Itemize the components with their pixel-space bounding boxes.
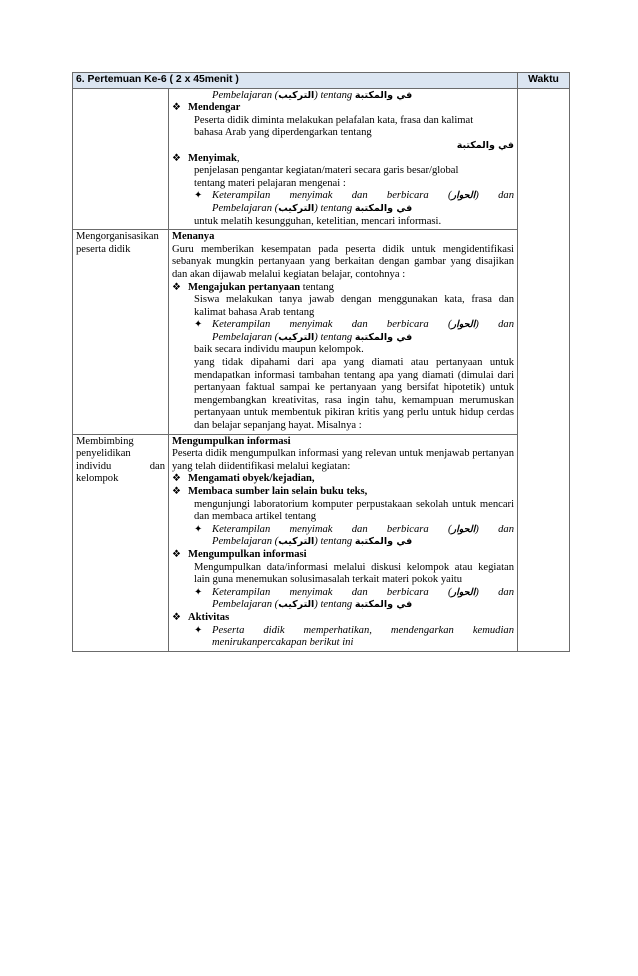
left-cell-empty	[73, 88, 169, 230]
star-bullet-icon: ✦	[194, 190, 203, 202]
left-label-guide: Membimbing penyelidikan individu dan kelompok	[73, 434, 169, 651]
mp-paragraph: Siswa melakukan tanya jawab dengan menggunakan kata, frasa dan kalimat bahasa Arab tentang	[194, 294, 515, 318]
diamond-bullet-icon: ❖	[172, 281, 181, 293]
lesson-plan-table	[72, 72, 570, 652]
activity-cell	[169, 88, 518, 230]
diamond-bullet-icon: ❖	[172, 152, 181, 164]
diamond-bullet-icon: ❖	[172, 611, 181, 623]
b2-paragraph: mengunjungi laboratorium komputer perpustakaan sekolah untuk mencari dan membaca artikel tentang	[194, 498, 515, 523]
pembelajaran-line: Pembelajaran (التركيب) tentang في والمكتبة	[212, 89, 413, 101]
list-item: ❖ Menyimak,	[172, 152, 240, 164]
after-text-1: baik secara individu maupun kelompok.	[194, 344, 364, 356]
mendengar-arabic: في والمكتبة	[456, 139, 515, 151]
table-header-row	[73, 73, 570, 89]
diamond-bullet-icon: ❖	[172, 548, 181, 560]
table-row	[73, 230, 570, 435]
list-item: ✦ Keterampilan menyimak dan berbicara (الحوار) dan Pembelajaran (التركيب) tentang في والمكتبة	[194, 586, 514, 611]
b3-paragraph: Mengumpulkan data/informasi melalui diskusi kelompok atau kegiatan lain guna menemukan solusimasalah terkait materi pokok yaitu	[194, 561, 515, 586]
mendengar-text-1: Peserta didik diminta melakukan pelafalan kata, frasa dan kalimat	[194, 114, 474, 126]
section1-tail: untuk melatih kesungguhan, ketelitian, mencari informasi.	[194, 215, 442, 227]
list-item: ✦ Keterampilan menyimak dan berbicara (الحوار) dan Pembelajaran (التركيب) tentang في والمكتبة	[194, 523, 514, 548]
list-item: ❖ Mengumpulkan informasi	[172, 548, 307, 560]
activity-cell	[169, 434, 518, 651]
table-row	[73, 434, 570, 651]
meeting-title: 6. Pertemuan Ke-6 ( 2 x 45menit )	[73, 73, 518, 89]
star-bullet-icon: ✦	[194, 523, 203, 535]
activity-cell	[169, 230, 518, 435]
diamond-bullet-icon: ❖	[172, 486, 181, 497]
menyimak-title: Menyimak	[188, 152, 237, 164]
menanya-paragraph: Guru memberikan kesempatan pada peserta didik untuk mengidentifikasi sebanyak mungkin pertanyaan yang berkaitan dengan gambar yang disajikan dan akan dijawab melalui kegiatan belajar, contohnya :	[172, 243, 515, 280]
waktu-cell	[518, 88, 570, 651]
list-item: ❖ Aktivitas	[172, 611, 230, 623]
waktu-header: Waktu	[518, 73, 570, 89]
mengumpulkan-paragraph: Peserta didik mengumpulkan informasi yang relevan untuk menjawab pertanyan yang telah diidentifikasi melalui kegiatan:	[172, 448, 515, 472]
table-row	[73, 88, 570, 230]
diamond-bullet-icon: ❖	[172, 473, 181, 485]
diamond-bullet-icon: ❖	[172, 102, 181, 114]
list-item: ❖ Membaca sumber lain selain buku teks,	[172, 486, 368, 497]
list-item: ✦ Peserta didik memperhatikan, mendengarkan kemudian menirukanpercakapan berikut ini	[194, 624, 515, 649]
menyimak-text-2: tentang materi pelajaran mengenai :	[194, 177, 346, 189]
star-bullet-icon: ✦	[194, 586, 203, 598]
list-item: ✦ Keterampilan menyimak dan berbicara (الحوار) dan Pembelajaran (التركيب) tentang في والمكتبة	[194, 190, 514, 214]
menyimak-text-1: penjelasan pengantar kegiatan/materi secara garis besar/global	[194, 165, 459, 177]
star-bullet-icon: ✦	[194, 319, 203, 331]
list-item: ❖ Mengamati obyek/kejadian,	[172, 473, 315, 485]
after-text-2: yang tidak dipahami dari apa yang diamati atau pertanyaan untuk mendapatkan informasi tambahan tentang apa yang diamati (dimulai dari pertanyaan faktual sampai ke pertanyaan yang bersifat hipotetik) untuk mengembangkan kreativitas, rasa ingin tahu, kemampuan merumuskan pertanyaan untuk membentuk pikiran kritis yang perlu untuk hidup cerdas dan belajar sepanjang hayat. Misalnya :	[194, 357, 515, 432]
mengumpulkan-title: Mengumpulkan informasi	[172, 435, 291, 447]
list-item	[172, 102, 514, 115]
star-bullet-icon: ✦	[194, 624, 203, 636]
list-item: ✦ Keterampilan menyimak dan berbicara (الحوار) dan Pembelajaran (التركيب) tentang في والمكتبة	[194, 319, 514, 343]
left-label-organize: Mengorganisasikan peserta didik	[73, 230, 169, 435]
list-item: ❖ Mengajukan pertanyaan tentang	[172, 281, 334, 293]
mendengar-text-2: bahasa Arab yang diperdengarkan tentang	[194, 127, 372, 139]
menanya-title: Menanya	[172, 231, 215, 243]
mendengar-title: Mendengar	[188, 102, 241, 114]
